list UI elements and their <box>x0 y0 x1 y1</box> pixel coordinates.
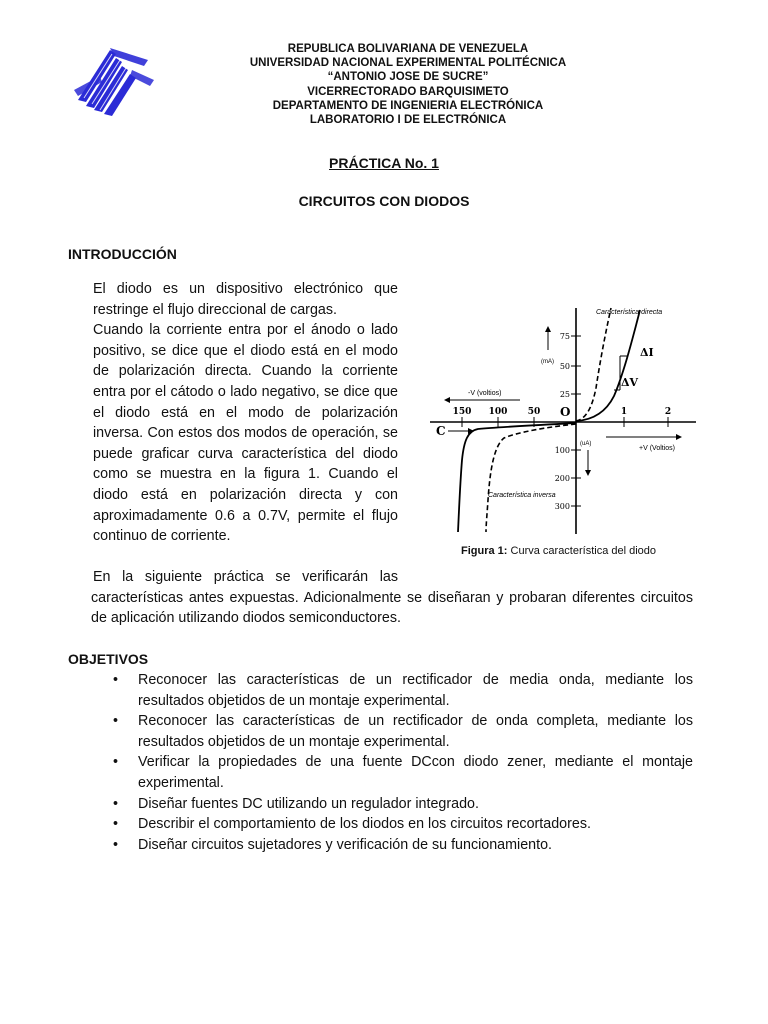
x-tick-label: 2 <box>664 407 672 417</box>
bullet-icon: • <box>113 816 119 833</box>
intro-paragraph-1: El diodo es un dispositivo electrónico que restringe el flujo direccional de cargas. <box>93 281 398 318</box>
x-tick-label: 50 <box>527 407 541 417</box>
bullet-icon: • <box>113 836 119 853</box>
objective-text: Diseñar circuitos sujetadores y verificación de su funcionamiento. <box>138 836 553 853</box>
header-line: “ANTONIO JOSE DE SUCRE” <box>327 71 489 84</box>
bullet-icon: • <box>113 713 119 730</box>
bullet-icon: • <box>113 672 119 688</box>
objectives-list <box>93 670 693 855</box>
figure-caption <box>461 545 656 557</box>
x-tick-label: 1 <box>620 407 628 417</box>
y-tick-label: 300 <box>554 502 570 511</box>
intro-paragraph-3-rest: características antes expuestas. Adicionalmente se diseñaran y probaran diferentes circuitos de aplicación utilizando diodos semiconductores. <box>91 589 693 627</box>
bullet-icon: • <box>113 754 119 771</box>
figure-caption-label: Figura 1: <box>461 545 508 557</box>
list-item <box>93 835 693 856</box>
list-item <box>93 794 693 815</box>
figure-caption-text: Curva característica del diodo <box>507 545 657 557</box>
institution-header <box>200 42 616 127</box>
pos-v-label: +V (Voltios) <box>639 445 675 452</box>
y-tick-label: 75 <box>559 332 570 341</box>
objective-text: Reconocer las características de un rectificador de media onda, mediante los resultados objetidos de un montaje experimental. <box>138 672 693 709</box>
neg-v-label: -V (voltios) <box>468 390 502 397</box>
objective-text: Describir el comportamiento de los diodos en los circuitos recortadores. <box>138 816 591 833</box>
y-tick-label: 100 <box>554 446 570 455</box>
origin-label: O <box>560 405 571 419</box>
header-line: DEPARTAMENTO DE INGENIERIA ELECTRÓNICA <box>272 99 544 112</box>
c-label: C <box>436 424 446 438</box>
ma-label: (mA) <box>541 359 554 365</box>
university-logo-icon <box>70 40 158 120</box>
y-tick-label: 200 <box>554 474 570 483</box>
document-subtitle: CIRCUITOS CON DIODOS <box>298 193 470 209</box>
x-tick-label: 150 <box>452 407 472 417</box>
list-item <box>93 670 693 711</box>
header-line: REPUBLICA BOLIVARIANA DE VENEZUELA <box>287 43 529 55</box>
x-tick-label: 100 <box>488 407 508 417</box>
intro-paragraph-2: Cuando la corriente entra por el ánodo o lado positivo, se dice que el diodo está en el modo de polarización directa. Cuando la corriente entra por el cátodo o lado negativo, se dice que el diodo está en el modo de polarización inversa. Con estos dos modos de operación, se puede graficar curva característica del diodo como se muestra en la figura 1. Cuando el diodo está en polarización directa y con aproximadamente 0.6 a 0.7V, permite el flujo continuo de corriente. <box>93 322 398 545</box>
objectives-heading: OBJETIVOS <box>68 651 149 667</box>
delta-i-label: ΔI <box>640 346 654 359</box>
objective-text: Diseñar fuentes DC utilizando un regulador integrado. <box>138 795 479 812</box>
header-line: LABORATORIO I DE ELECTRÓNICA <box>309 114 507 127</box>
ua-label: (uA) <box>580 441 592 447</box>
y-tick-label: 50 <box>559 362 570 371</box>
header-line: VICERRECTORADO BARQUISIMETO <box>307 85 509 98</box>
practica-title: PRÁCTICA No. 1 <box>329 155 439 171</box>
direct-curve-solid <box>576 310 640 421</box>
delta-v-label: ΔV <box>621 376 639 389</box>
intro-paragraph-3-first-line: En la siguiente práctica se verificarán las <box>93 569 398 585</box>
bullet-icon: • <box>113 795 119 812</box>
objective-text: Reconocer las características de un rectificador de onda completa, mediante los resultados objetidos de un montaje experimental. <box>138 713 693 750</box>
intro-column <box>93 279 398 547</box>
inverse-characteristic-label: Característica inversa <box>488 492 556 499</box>
list-item <box>93 711 693 752</box>
objective-text: Verificar la propiedades de una fuente DCcon diodo zener, mediante el montaje experimental. <box>138 754 693 791</box>
list-item <box>93 752 693 793</box>
direct-characteristic-label: Característica directa <box>596 309 663 316</box>
intro-paragraph-3 <box>93 567 693 629</box>
intro-heading: INTRODUCCIÓN <box>68 246 177 262</box>
direct-curve-dashed <box>576 308 611 421</box>
list-item <box>93 814 693 835</box>
y-tick-label: 25 <box>559 390 570 399</box>
diode-curve-figure <box>428 300 698 538</box>
header-line: UNIVERSIDAD NACIONAL EXPERIMENTAL POLITÉCNICA <box>249 57 567 70</box>
